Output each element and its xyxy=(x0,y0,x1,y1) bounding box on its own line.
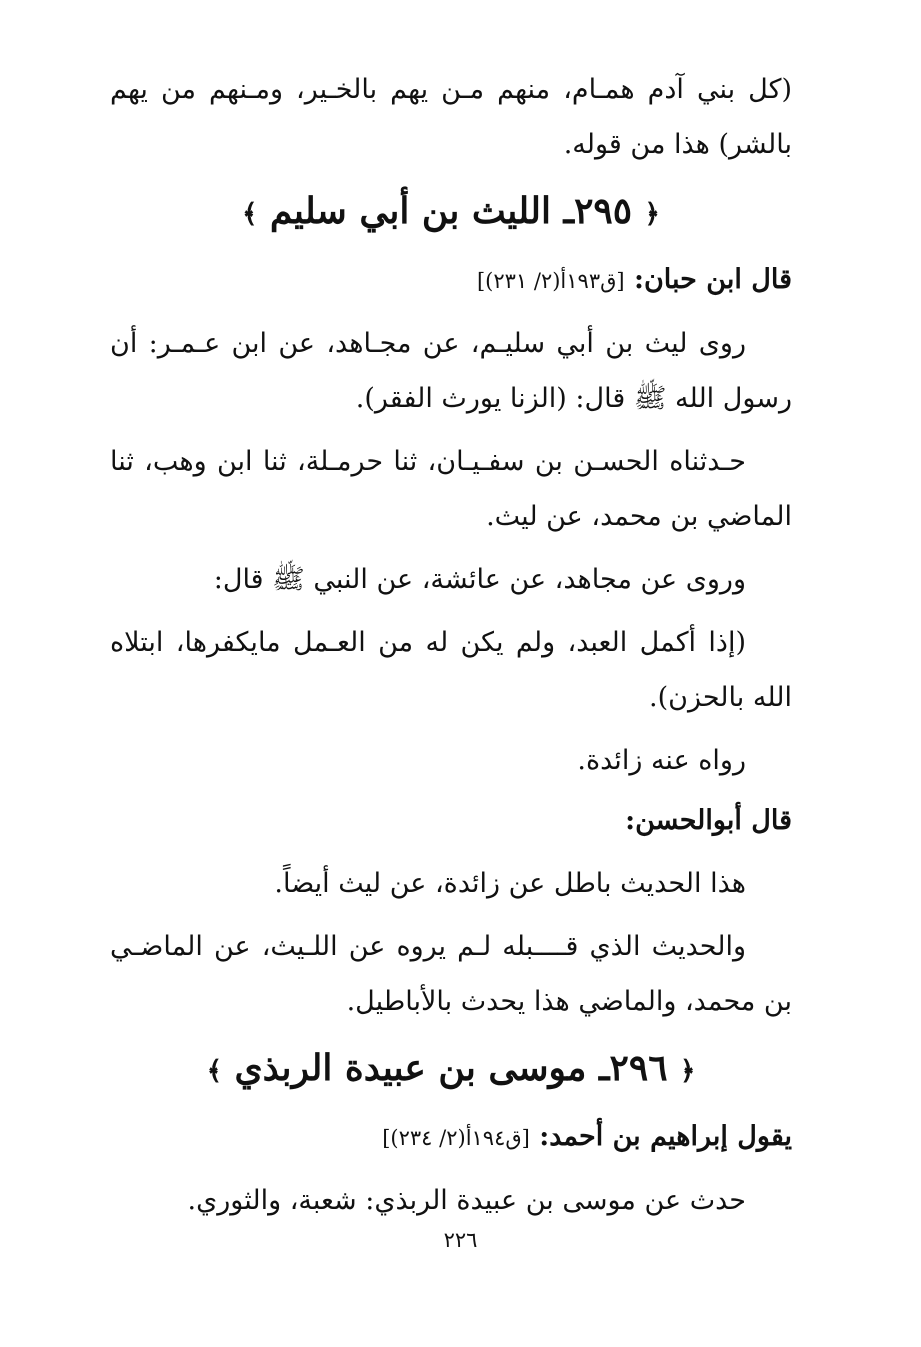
section-heading-296 xyxy=(110,1037,792,1102)
paragraph-narrator: رواه عنه زائدة. xyxy=(577,745,746,776)
manuscript-reference: [ق١٩٤أ(٢/ ٢٣٤)] xyxy=(382,1126,530,1150)
section-heading-295 xyxy=(110,180,792,245)
subheading-abul-hasan-label: قال أبوالحسن: xyxy=(625,805,792,836)
paragraph-judgement-1: هذا الحديث باطل عن زائدة، عن ليث أيضاً. xyxy=(274,868,746,899)
page-number: ٢٢٦ xyxy=(443,1228,478,1252)
subheading-ibrahim-label: يقول إبراهيم بن أحمد: xyxy=(539,1121,792,1152)
ornament-bracket-open: ﴿ xyxy=(680,1056,696,1086)
paragraph-hadith-1: روى ليث بن أبي سليـم، عن مجـاهد، عن ابن عـمـر: أن رسول الله ﷺ قال: (الزنا يورث الفقر). xyxy=(110,328,792,414)
paragraph-narrators: حدث عن موسى بن عبيدة الربذي: شعبة، والثوري. xyxy=(187,1185,746,1216)
paragraph-isnad-1: حـدثناه الحسـن بن سفـيـان، ثنا حرمـلة، ثنا ابن وهب، ثنا الماضي بن محمد، عن ليث. xyxy=(110,446,792,532)
paragraph-hadith-2-text: (إذا أكمل العبد، ولم يكن له من العـمل مايكفرها، ابتلاه الله بالحزن). xyxy=(110,627,792,713)
manuscript-reference: [ق١٩٣أ(٢/ ٢٣١)] xyxy=(476,269,625,293)
paragraph-judgement-2: والحديث الذي قــــبله لـم يروه عن اللـيث، عن الماضـي بن محمد، والماضي هذا يحدث بالأباطيل. xyxy=(110,931,792,1017)
subheading-ibrahim xyxy=(110,1112,792,1163)
page-body xyxy=(110,62,792,1236)
subheading-ibn-hibban-label: قال ابن حبان: xyxy=(634,264,792,295)
paragraph-quote-continuation: (كل بني آدم همـام، منهم مـن يهم بالخـير، ومـنهم من يهم بالشر) هذا من قوله. xyxy=(110,74,792,160)
ornament-bracket-close: ﴾ xyxy=(206,1056,222,1086)
section-heading-295-text: ٢٩٥ـ الليث بن أبي سليم xyxy=(269,190,633,232)
paragraph-hadith-2-intro: وروى عن مجاهد، عن عائشة، عن النبي ﷺ قال: xyxy=(213,564,746,595)
subheading-ibn-hibban xyxy=(110,255,792,306)
section-heading-296-text: ٢٩٦ـ موسى بن عبيدة الربذي xyxy=(234,1047,668,1089)
ornament-bracket-close: ﴾ xyxy=(242,199,258,229)
ornament-bracket-open: ﴿ xyxy=(644,199,660,229)
subheading-abul-hasan xyxy=(110,796,792,846)
